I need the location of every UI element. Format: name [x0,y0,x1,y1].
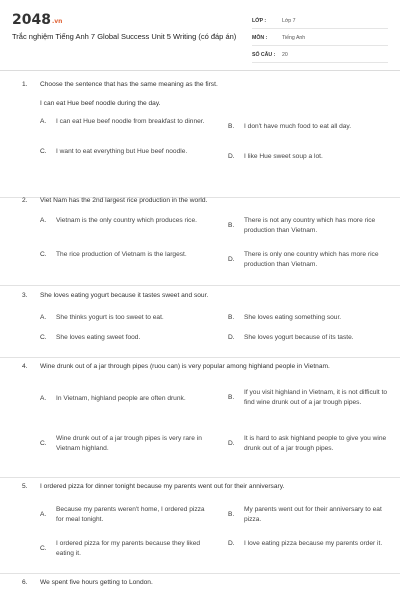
option-text: In Vietnam, highland people are often drunk. [56,395,186,402]
option-a[interactable] [38,117,213,127]
option-letter: A. [40,511,47,518]
question-2 [0,196,400,286]
meta-row-subject [252,31,388,46]
option-text: It is hard to ask highland people to give you wine drunk out of a jar trough pipes. [244,435,387,452]
question-1 [0,80,400,198]
option-a[interactable] [38,216,213,226]
question-number: 4. [22,363,28,370]
option-d[interactable] [226,539,396,549]
option-letter: B. [228,314,235,321]
option-b[interactable] [226,505,396,525]
option-letter: C. [40,251,47,258]
meta-key: SỐ CÂU : [252,52,276,58]
option-a[interactable] [38,313,213,323]
option-text: I want to eat everything but Hue beef noodle. [56,148,188,155]
option-text: The rice production of Vietnam is the largest. [56,251,187,258]
option-c[interactable] [38,539,213,559]
option-d[interactable] [226,434,394,454]
option-letter: D. [228,334,235,341]
question-number: 6. [22,579,28,586]
option-text: She loves yogurt because of its taste. [244,334,354,341]
option-a[interactable] [38,394,213,404]
meta-key: LỚP : [252,18,267,24]
option-text: I don't have much food to eat all day. [244,123,352,130]
option-text: I can eat Hue beef noodle from breakfast to dinner. [56,118,205,125]
option-d[interactable] [226,333,396,343]
question-stem [18,482,382,492]
question-6 [0,578,400,598]
meta-value: 20 [282,52,288,58]
meta-row-count [252,48,388,63]
option-letter: C. [40,334,47,341]
option-c[interactable] [38,147,213,157]
question-stem [18,291,382,301]
option-b[interactable] [226,216,398,236]
question-stem [18,196,382,206]
meta-key: MÔN : [252,35,268,41]
option-d[interactable] [226,250,398,270]
option-letter: D. [228,540,235,547]
option-letter: C. [40,440,47,447]
site-logo[interactable] [12,12,62,28]
option-text: Because my parents weren't home, I ordered pizza for meal tonight. [56,506,205,523]
question-number: 5. [22,483,28,490]
option-letter: B. [228,394,235,401]
option-letter: C. [40,148,47,155]
option-letter: B. [228,511,235,518]
option-b[interactable] [226,388,394,408]
option-text: I love eating pizza because my parents order it. [244,540,383,547]
question-text: Viet Nam has the 2nd largest rice production in the world. [40,197,208,204]
question-number: 1. [22,81,28,88]
logo-sub: .vn [51,18,63,25]
meta-info [252,14,388,65]
option-text: I like Hue sweet soup a lot. [244,153,323,160]
option-letter: C. [40,545,47,552]
option-letter: A. [40,395,47,402]
question-stem [18,578,382,588]
option-text: My parents went out for their anniversary to eat pizza. [244,506,382,523]
option-letter: D. [228,256,235,263]
option-letter: A. [40,217,47,224]
meta-row-class [252,14,388,29]
question-sentence: I can eat Hue beef noodle during the day. [40,100,161,107]
option-text: I ordered pizza for my parents because they liked eating it. [56,540,201,557]
page-header [0,0,400,71]
option-c[interactable] [38,250,213,260]
meta-value: Lớp 7 [282,18,296,24]
option-text: If you visit highland in Vietnam, it is not difficult to find wine drunk out of a jar trough pipes. [244,389,388,406]
option-letter: B. [228,222,235,229]
option-text: There is not any country which has more rice production than Vietnam. [244,217,376,234]
option-a[interactable] [38,505,213,525]
option-c[interactable] [38,434,213,454]
question-text: Wine drunk out of a jar through pipes (ruou can) is very popular among highland people in Vietnam. [40,363,330,370]
page-title: Trắc nghiệm Tiếng Anh 7 Global Success Unit 5 Writing (có đáp án) [12,32,237,41]
option-text: Vietnam is the only country which produces rice. [56,217,197,224]
option-letter: D. [228,153,235,160]
question-number: 2. [22,197,28,204]
question-number: 3. [22,292,28,299]
option-letter: B. [228,123,235,130]
meta-value: Tiếng Anh [282,35,306,41]
option-letter: A. [40,314,47,321]
option-b[interactable] [226,122,396,132]
question-3 [0,291,400,358]
option-text: She loves eating sweet food. [56,334,141,341]
option-d[interactable] [226,152,396,162]
option-text: Wine drunk out of a jar trough pipes is very rare in Vietnam highland. [56,435,202,452]
question-text: I ordered pizza for dinner tonight because my parents went out for their anniversary. [40,483,285,490]
question-text: She loves eating yogurt because it tastes sweet and sour. [40,292,209,299]
option-text: There is only one country which has more rice production than Vietnam. [244,251,379,268]
option-letter: A. [40,118,47,125]
question-stem [18,362,382,372]
option-c[interactable] [38,333,213,343]
question-5 [0,482,400,574]
question-4 [0,362,400,478]
question-stem [18,80,382,90]
option-text: She loves eating something sour. [244,314,342,321]
logo-main: 2048 [12,12,51,28]
option-text: She thinks yogurt is too sweet to eat. [56,314,164,321]
question-text: We spent five hours getting to London. [40,579,153,586]
option-b[interactable] [226,313,396,323]
option-letter: D. [228,440,235,447]
question-text: Choose the sentence that has the same meaning as the first. [40,81,218,88]
